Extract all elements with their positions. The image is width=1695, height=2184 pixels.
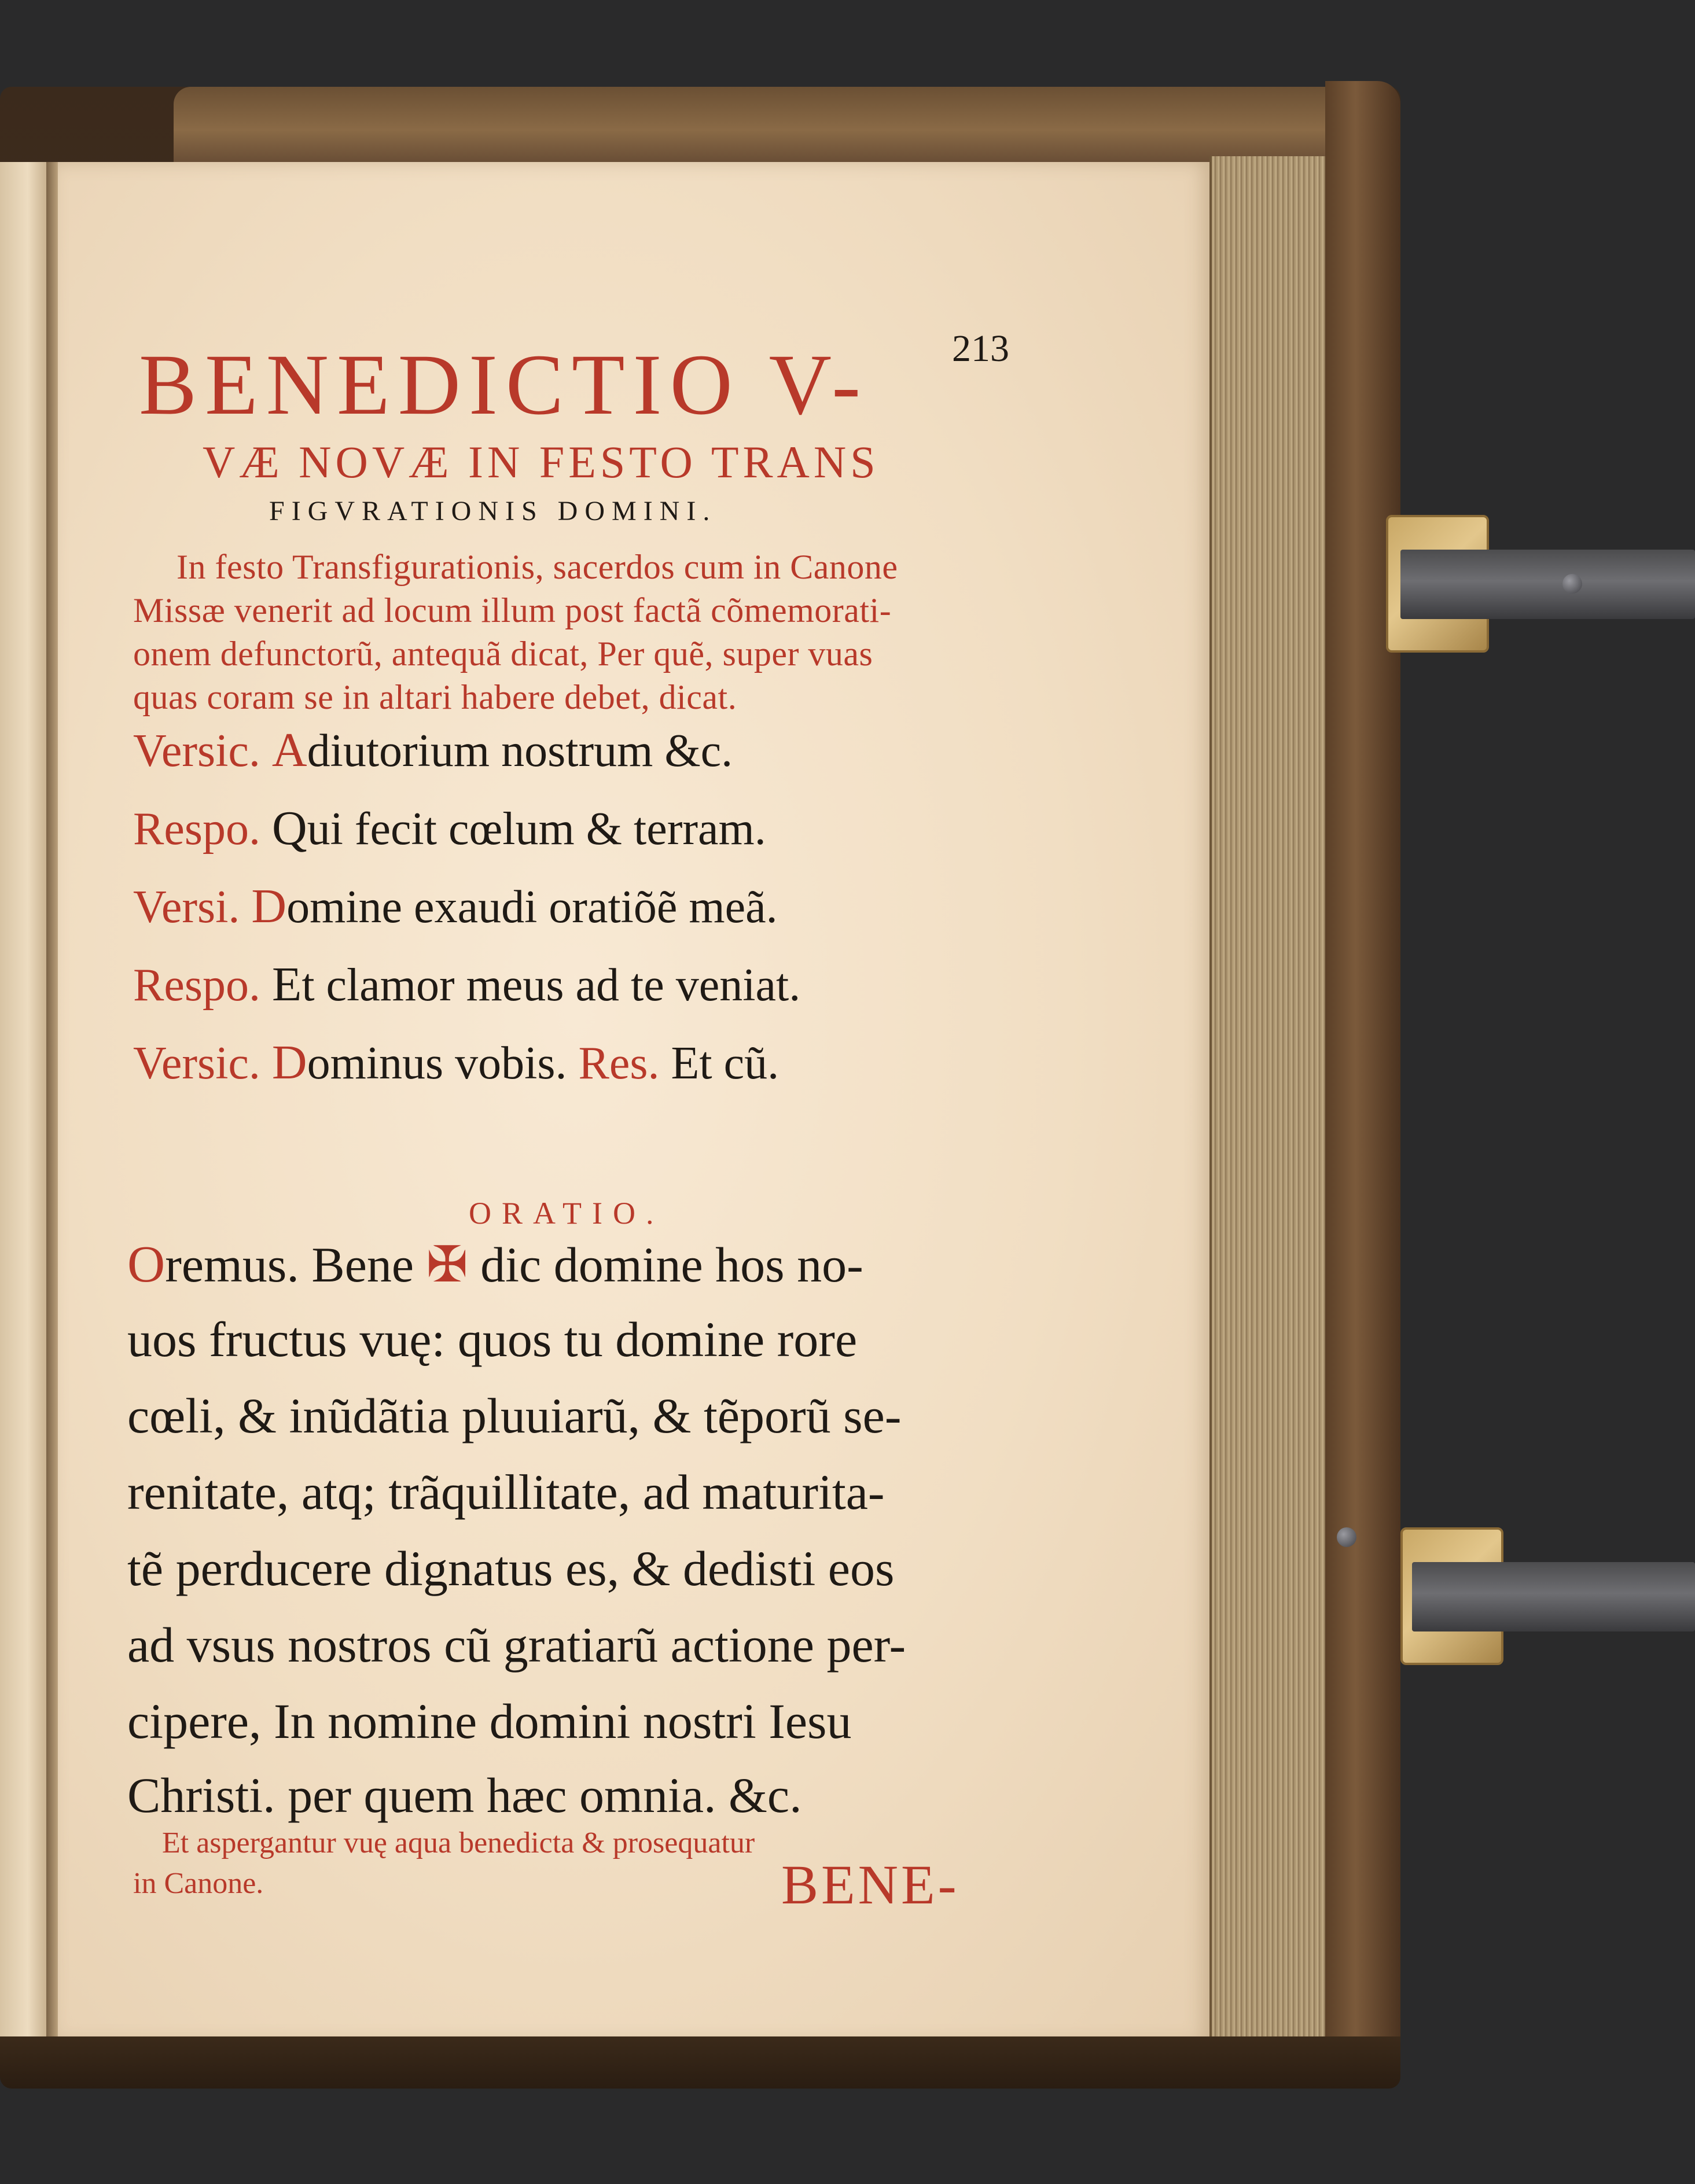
book-page bbox=[58, 162, 1209, 2042]
response-2 bbox=[133, 957, 801, 1011]
book-fore-edge-cover bbox=[1325, 81, 1400, 2060]
book-bottom-edge bbox=[0, 2036, 1400, 2089]
cross-icon: ✠ bbox=[426, 1237, 468, 1292]
page-block-edges bbox=[1209, 156, 1328, 2048]
title-line-1: BENEDICTIO V- bbox=[139, 337, 869, 433]
versicle-text: diutorium nostrum &c. bbox=[307, 725, 733, 776]
versicle-1 bbox=[133, 723, 733, 777]
response-text: ui fecit cœlum & terram. bbox=[307, 804, 766, 855]
rivet-icon bbox=[1562, 574, 1582, 594]
versicle-label: Versic. bbox=[133, 1038, 260, 1089]
versicle-text: ominus vobis. bbox=[307, 1038, 567, 1089]
prayer-line-5: tẽ perducere dignatus es, & dedisti eos bbox=[127, 1541, 895, 1596]
clasp-strap-lower bbox=[1412, 1562, 1695, 1631]
prayer-text: remus. Bene bbox=[165, 1237, 414, 1292]
prayer-line-7: cipere, In nomine domini nostri Iesu bbox=[127, 1693, 852, 1749]
prayer-line-4: renitate, atq; trãquillitate, ad maturita- bbox=[127, 1464, 885, 1520]
prayer-initial: O bbox=[127, 1235, 166, 1293]
catchword: BENE- bbox=[781, 1854, 959, 1916]
page-text bbox=[58, 162, 1209, 2042]
response-text: Et cũ. bbox=[671, 1038, 780, 1089]
response-1 bbox=[133, 801, 766, 855]
versicle-3 bbox=[133, 1038, 779, 1087]
rubric-line-3: onem defunctorũ, antequã dicat, Per quẽ, super vuas bbox=[133, 635, 873, 673]
left-page-edge bbox=[0, 162, 50, 2042]
response-initial: E bbox=[272, 957, 302, 1011]
versicle-initial: D bbox=[251, 879, 287, 933]
prayer-line-2: uos fructus vuę: quos tu domine rore bbox=[127, 1312, 858, 1367]
closing-rubric-line-1: Et aspergantur vuę aqua benedicta & prosequatur bbox=[162, 1826, 755, 1859]
prayer-line-3: cœli, & inũdãtia pluuiarũ, & tẽporũ se- bbox=[127, 1388, 902, 1443]
clasp-strap-upper bbox=[1400, 550, 1695, 619]
title-line-2: VÆ NOVÆ IN FESTO TRANS bbox=[203, 437, 880, 487]
rubric-line-2: Missæ venerit ad locum illum post factã cõmemorati- bbox=[133, 591, 892, 629]
versicle-text: omine exaudi oratiõẽ meã. bbox=[286, 882, 778, 933]
versicle-label: Versi. bbox=[133, 882, 240, 933]
book-top-edge bbox=[174, 87, 1377, 174]
page-number: 213 bbox=[952, 327, 1009, 370]
versicle-initial: A bbox=[271, 723, 307, 777]
prayer-line-6: ad vsus nostros cũ gratiarũ actione per- bbox=[127, 1617, 906, 1673]
prayer-line-8: Christi. per quem hæc omnia. &c. bbox=[127, 1767, 802, 1823]
response-label: Respo. bbox=[133, 960, 260, 1011]
title-line-3: FIGVRATIONIS DOMINI. bbox=[269, 496, 717, 526]
versicle-label: Versic. bbox=[133, 725, 260, 776]
prayer-text: dic domine hos no- bbox=[480, 1237, 863, 1292]
prayer-line-1 bbox=[127, 1235, 863, 1293]
response-text: t clamor meus ad te veniat. bbox=[302, 960, 801, 1011]
response-initial: Q bbox=[272, 801, 307, 855]
rubric-line-4: quas coram se in altari habere debet, dicat. bbox=[133, 678, 737, 716]
prayer-heading: ORATIO. bbox=[469, 1196, 664, 1231]
response-label: Respo. bbox=[133, 804, 260, 855]
rivet-icon bbox=[1337, 1527, 1356, 1547]
closing-rubric-line-2: in Canone. bbox=[133, 1867, 264, 1900]
rubric-line-1: In festo Transfigurationis, sacerdos cum in Canone bbox=[177, 548, 898, 586]
response-label: Res. bbox=[578, 1038, 660, 1089]
versicle-initial: D bbox=[271, 1036, 307, 1089]
versicle-2 bbox=[133, 879, 778, 933]
